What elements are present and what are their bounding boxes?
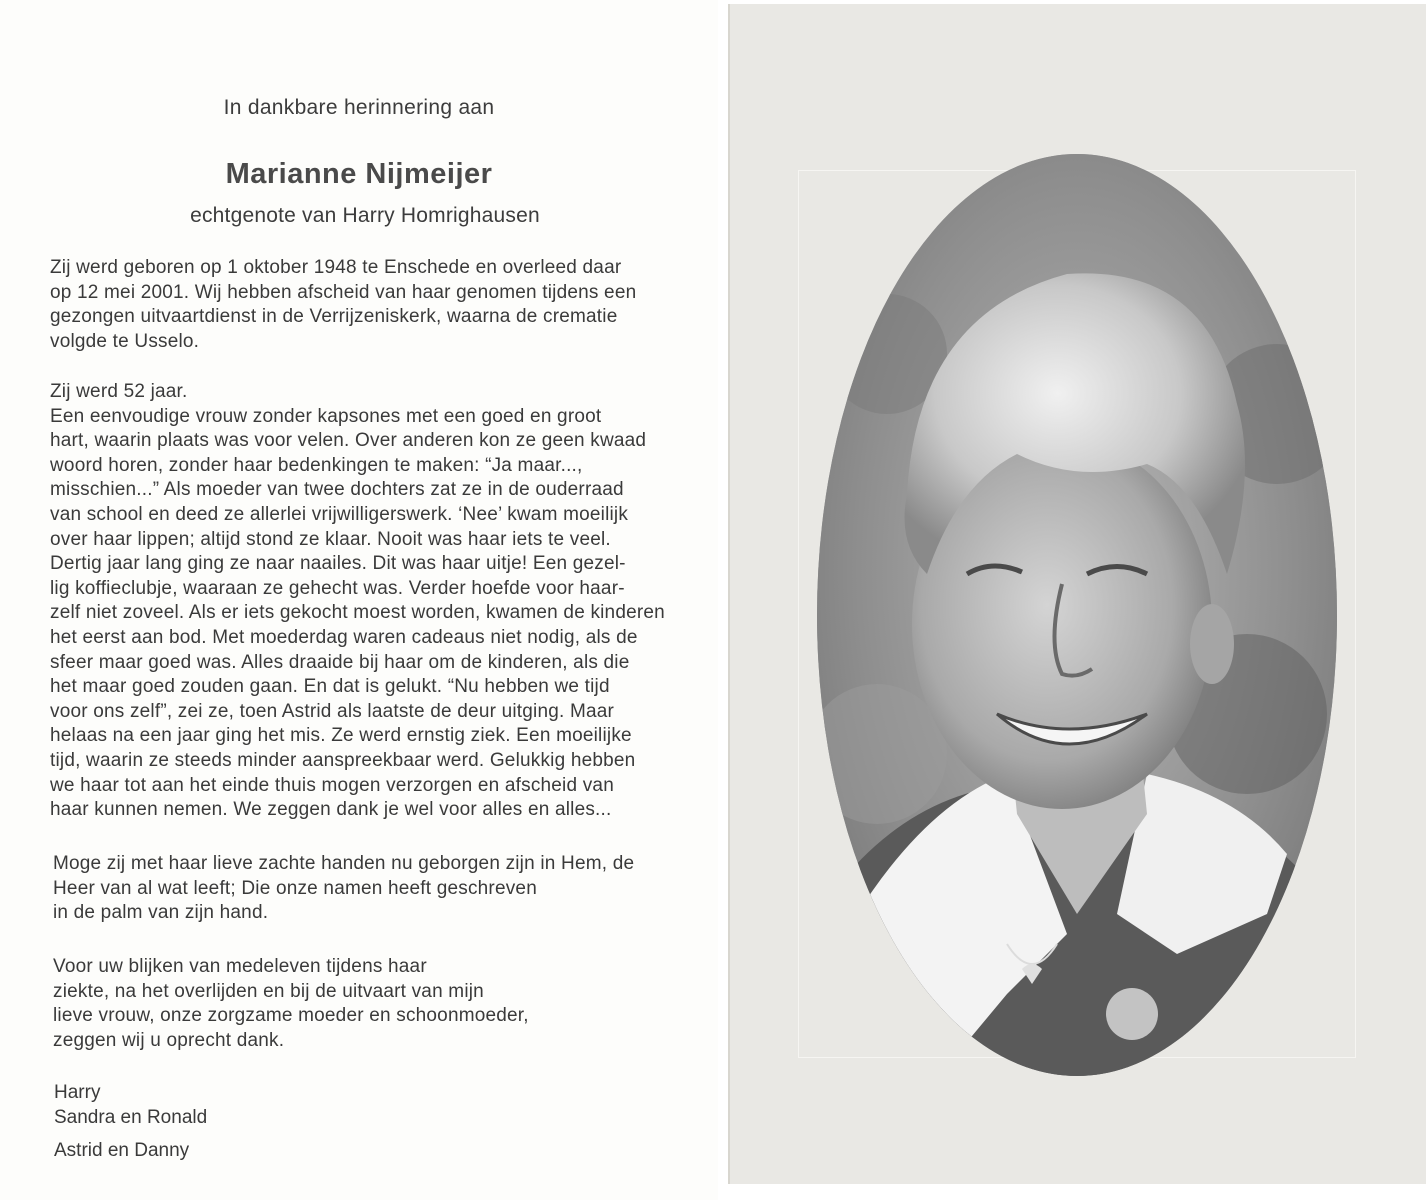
- text-line: lig koffieclubje, waaraan ze gehecht was. Verder hoefde voor haar-: [50, 577, 625, 599]
- fold-divider: [718, 0, 728, 1200]
- text-line: Zij werd 52 jaar.: [50, 381, 188, 402]
- text-line: over haar lippen; altijd stond ze klaar. Nooit was haar iets te veel.: [50, 528, 611, 550]
- paragraph-prayer: [53, 852, 693, 926]
- text-line: van school en deed ze allerlei vrijwilligerswerk. ‘Nee’ kwam moeilijk: [50, 503, 629, 525]
- photo-card: [728, 4, 1426, 1184]
- portrait-photo: [817, 154, 1337, 1076]
- text-line: zelf niet zoveel. Als er iets gekocht moest worden, kwamen de kinderen: [50, 602, 665, 624]
- text-line: we haar tot aan het einde thuis mogen verzorgen en afscheid van: [50, 774, 614, 796]
- deceased-name: Marianne Nijmeijer: [225, 158, 493, 190]
- text-line: in de palm van zijn hand.: [53, 902, 269, 924]
- text-line: Moge zij met haar lieve zachte handen nu geborgen zijn in Hem, de: [53, 853, 635, 874]
- text-line: ziekte, na het overlijden en bij de uitvaart van mijn: [53, 980, 484, 1002]
- signature-name: Sandra en Ronald: [54, 1107, 208, 1128]
- text-line: Een eenvoudige vrouw zonder kapsones met een goed en groot: [50, 405, 602, 427]
- text-line: Dertig jaar lang ging ze naar naailes. Dit was haar uitje! Een gezel-: [50, 553, 626, 575]
- memorial-heading: In dankbare herinnering aan: [223, 96, 495, 119]
- portrait-illustration: [817, 154, 1337, 1076]
- text-line: woord horen, zonder haar bedenkingen te maken: “Ja maar...,: [50, 454, 583, 476]
- text-line: Voor uw blijken van medeleven tijdens haar: [53, 956, 427, 977]
- text-line: haar kunnen nemen. We zeggen dank je wel voor alles en alles...: [50, 799, 612, 821]
- text-line: het maar goed zouden gaan. En dat is gelukt. “Nu hebben we tijd: [50, 676, 610, 698]
- paragraph-birth-death: [50, 256, 690, 354]
- text-line: het eerst aan bod. Met moederdag waren cadeaus niet nodig, als de: [50, 626, 638, 648]
- text-line: op 12 mei 2001. Wij hebben afscheid van haar genomen tijdens een: [50, 281, 637, 303]
- text-line: zeggen wij u oprecht dank.: [53, 1029, 285, 1051]
- text-line: tijd, waarin ze steeds minder aanspreekbaar werd. Gelukkig hebben: [50, 749, 636, 771]
- text-line: helaas na een jaar ging het mis. Ze werd ernstig ziek. Een moeilijke: [50, 725, 632, 747]
- text-line: Zij werd geboren op 1 oktober 1948 te Enschede en overleed daar: [50, 257, 622, 278]
- text-line: misschien...” Als moeder van twee dochters zat ze in de ouderraad: [50, 479, 624, 501]
- signature-name: Harry: [54, 1082, 101, 1103]
- text-line: volgde te Usselo.: [50, 330, 200, 352]
- text-line: sfeer maar goed was. Alles draaide bij haar om de kinderen, als die: [50, 651, 630, 673]
- paragraph-thanks: [53, 955, 693, 1053]
- text-line: hart, waarin plaats was voor velen. Over anderen kon ze geen kwaad: [50, 430, 647, 452]
- text-line: voor ons zelf”, zei ze, toen Astrid als laatste de deur uitging. Maar: [50, 700, 615, 722]
- text-line: gezongen uitvaartdienst in de Verrijzeniskerk, waarna de crematie: [50, 306, 618, 328]
- text-line: lieve vrouw, onze zorgzame moeder en schoonmoeder,: [53, 1005, 529, 1027]
- signature-name: Astrid en Danny: [54, 1140, 190, 1161]
- paragraph-biography: [50, 380, 690, 823]
- spouse-line: echtgenote van Harry Homrighausen: [190, 204, 540, 227]
- text-line: Heer van al wat leeft; Die onze namen heeft geschreven: [53, 877, 537, 899]
